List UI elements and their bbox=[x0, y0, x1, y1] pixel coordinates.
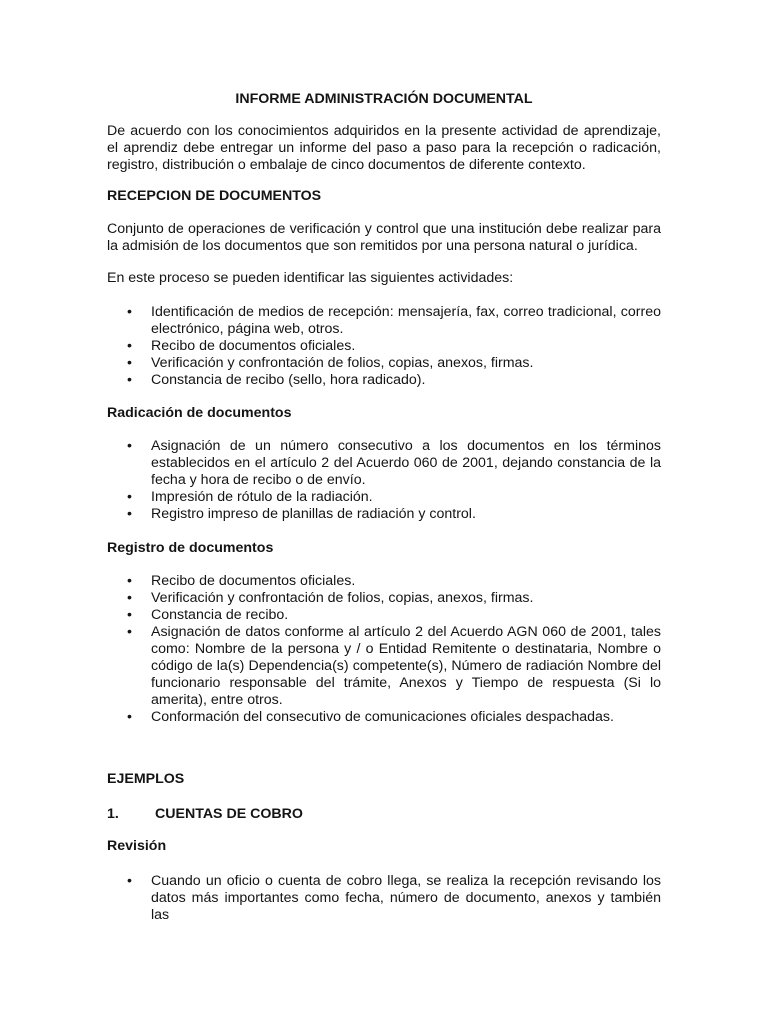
list-item-text: Asignación de datos conforme al artículo 2 del Acuerdo AGN 060 de 2001, tales como: Nombre de la persona y / o Entidad Remitente o destinataria, Nombre o código de la(s) Dependencia(s) competente(s), Número de radiación Nombre del funcionario responsable del trámite, Anexos y Tiempo de respuesta (Si lo amerita), entre otros. bbox=[151, 624, 661, 708]
bullet-icon: • bbox=[127, 590, 132, 606]
list-item bbox=[107, 873, 661, 924]
list-item-text: Recibo de documentos oficiales. bbox=[151, 338, 356, 354]
document-title: INFORME ADMINISTRACIÓN DOCUMENTAL bbox=[235, 91, 533, 107]
bullet-icon: • bbox=[127, 304, 132, 320]
registro-section bbox=[107, 540, 661, 557]
list-item-text: Impresión de rótulo de la radiación. bbox=[151, 489, 373, 505]
bullet-icon: • bbox=[127, 355, 132, 371]
list-item-text: Constancia de recibo (sello, hora radicado). bbox=[151, 372, 426, 388]
list-item-text: Recibo de documentos oficiales. bbox=[151, 573, 356, 589]
list-item bbox=[107, 304, 661, 338]
bullet-icon: • bbox=[127, 873, 132, 889]
recepcion-list-block bbox=[107, 304, 661, 389]
bullet-icon: • bbox=[127, 506, 132, 522]
bullet-icon: • bbox=[127, 438, 132, 454]
list-item bbox=[107, 607, 661, 624]
intro-section bbox=[107, 123, 661, 174]
list-item bbox=[107, 438, 661, 489]
list-item bbox=[107, 506, 661, 523]
recepcion-definition: Conjunto de operaciones de verificación y control que una institución debe realizar para la admisión de los documentos que son remitidos por una persona natural o jurídica. bbox=[107, 221, 661, 254]
bullet-icon: • bbox=[127, 489, 132, 505]
radicacion-section bbox=[107, 405, 661, 422]
revision-section bbox=[107, 838, 661, 855]
ejemplo-item-title bbox=[107, 806, 661, 823]
bullet-icon: • bbox=[127, 607, 132, 623]
list-item bbox=[107, 573, 661, 590]
ejemplo-item-number: 1. bbox=[107, 806, 119, 822]
ejemplos-heading: EJEMPLOS bbox=[107, 771, 185, 787]
recepcion-heading: RECEPCION DE DOCUMENTOS bbox=[107, 188, 322, 204]
recepcion-lead-block bbox=[107, 270, 661, 287]
radicacion-list-block bbox=[107, 438, 661, 523]
ejemplo-item-label: CUENTAS DE COBRO bbox=[155, 806, 303, 822]
bullet-icon: • bbox=[127, 338, 132, 354]
list-item bbox=[107, 372, 661, 389]
radicacion-heading: Radicación de documentos bbox=[107, 405, 292, 421]
revision-heading: Revisión bbox=[107, 838, 167, 854]
list-item bbox=[107, 624, 661, 709]
list-item bbox=[107, 489, 661, 506]
recepcion-list bbox=[107, 304, 661, 389]
ejemplos-section bbox=[107, 771, 661, 788]
registro-list bbox=[107, 573, 661, 726]
revision-list bbox=[107, 873, 661, 924]
bullet-icon: • bbox=[127, 624, 132, 640]
list-item bbox=[107, 590, 661, 607]
list-item bbox=[107, 709, 661, 726]
list-item-text: Verificación y confrontación de folios, copias, anexos, firmas. bbox=[151, 355, 534, 371]
radicacion-list bbox=[107, 438, 661, 523]
list-item-text: Registro impreso de planillas de radiación y control. bbox=[151, 506, 476, 522]
recepcion-definition-block bbox=[107, 221, 661, 255]
list-item bbox=[107, 338, 661, 355]
list-item-text: Constancia de recibo. bbox=[151, 607, 289, 623]
intro-paragraph: De acuerdo con los conocimientos adquiridos en la presente actividad de aprendizaje, el aprendiz debe entregar un informe del paso a paso para la recepción o radicación, registro, distribución o embalaje de cinco documentos de diferente contexto. bbox=[107, 123, 661, 173]
revision-list-block bbox=[107, 873, 661, 924]
list-item-text: Conformación del consecutivo de comunicaciones oficiales despachadas. bbox=[151, 709, 614, 725]
bullet-icon: • bbox=[127, 372, 132, 388]
bullet-icon: • bbox=[127, 709, 132, 725]
recepcion-section bbox=[107, 188, 661, 205]
ejemplo-item-block bbox=[107, 806, 661, 823]
registro-heading: Registro de documentos bbox=[107, 540, 274, 556]
recepcion-lead: En este proceso se pueden identificar las siguientes actividades: bbox=[107, 270, 514, 286]
list-item-text: Identificación de medios de recepción: mensajería, fax, correo tradicional, correo electrónico, página web, otros. bbox=[151, 304, 661, 337]
list-item-text: Cuando un oficio o cuenta de cobro llega, se realiza la recepción revisando los datos más importantes como fecha, número de documento, anexos y también las bbox=[151, 873, 661, 923]
list-item bbox=[107, 355, 661, 372]
list-item-text: Asignación de un número consecutivo a los documentos en los términos establecidos en el artículo 2 del Acuerdo 060 de 2001, dejando constancia de la fecha y hora de recibo o de envío. bbox=[151, 438, 661, 488]
list-item-text: Verificación y confrontación de folios, copias, anexos, firmas. bbox=[151, 590, 534, 606]
registro-list-block bbox=[107, 573, 661, 726]
bullet-icon: • bbox=[127, 573, 132, 589]
